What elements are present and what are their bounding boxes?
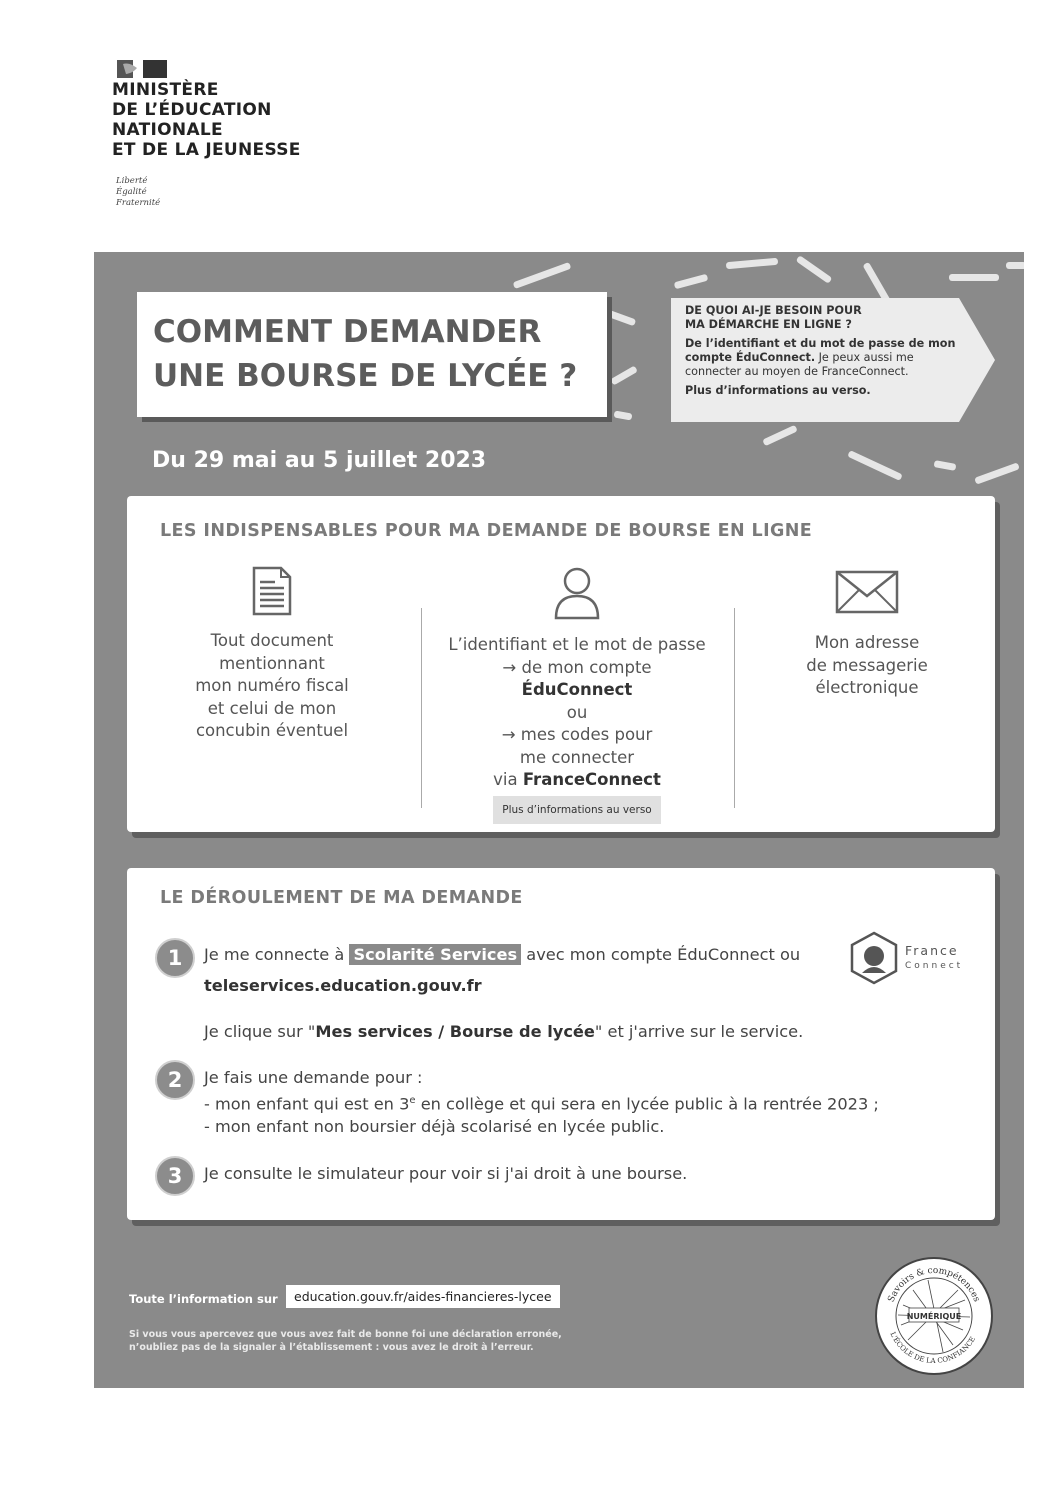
info-answer-bold: De l’identifiant et du mot de passe de mon xyxy=(685,337,956,350)
envelope-icon xyxy=(835,570,899,614)
franceconnect-line: Connect xyxy=(905,961,964,971)
seal-bottom-text: L'ÉCOLE DE LA CONFIANCE xyxy=(888,1330,978,1366)
motto-line: Fraternité xyxy=(116,198,161,208)
info-question-line: DE QUOI AI-JE BESOIN POUR xyxy=(685,304,862,317)
arrow-icon: → xyxy=(502,657,517,677)
essentials-text: Mon adresse xyxy=(814,633,920,652)
essentials-text: me connecter xyxy=(519,747,635,767)
seal-top-text: Savoirs & compétences xyxy=(886,1265,982,1304)
campaign-dates: Du 29 mai au 5 juillet 2023 xyxy=(152,448,487,473)
essentials-email xyxy=(747,566,987,700)
step-text-bold: Mes services / Bourse de lycée xyxy=(315,1022,595,1041)
ecole-confiance-seal xyxy=(873,1255,995,1377)
column-divider xyxy=(734,608,735,808)
step-2-text xyxy=(204,1066,879,1138)
title-line: UNE BOURSE DE LYCÉE ? xyxy=(153,358,578,394)
teleservices-url: teleservices.education.gouv.fr xyxy=(204,976,482,995)
title-card xyxy=(137,292,607,417)
essentials-text: de messagerie xyxy=(806,655,928,675)
step-1-url xyxy=(204,974,482,997)
info-more-text: Plus d’informations au verso. xyxy=(685,384,871,397)
info-question-line: MA DÉMARCHE EN LIGNE ? xyxy=(685,318,852,331)
republic-logo-icon xyxy=(117,60,167,78)
disclaimer xyxy=(129,1328,562,1354)
process-title: LE DÉROULEMENT DE MA DEMANDE xyxy=(160,888,523,908)
info-answer xyxy=(685,337,975,379)
essentials-credentials xyxy=(417,566,737,824)
essentials-text: électronique xyxy=(815,678,919,697)
disclaimer-line: n’oubliez pas de la signaler à l’établissement : vous avez le droit à l’erreur. xyxy=(129,1342,534,1353)
ministry-line: NATIONALE xyxy=(112,120,223,140)
document-icon xyxy=(251,566,293,616)
step-text: en collège et qui sera en lycée public à la rentrée 2023 ; xyxy=(415,1094,879,1114)
essentials-text: Tout document xyxy=(210,631,334,650)
disclaimer-line: Si vous vous apercevez que vous avez fait de bonne foi une déclaration erronée, xyxy=(129,1329,562,1340)
franceconnect-text xyxy=(905,944,963,973)
info-answer-bold: compte ÉduConnect. xyxy=(685,351,816,364)
info-arrow-box xyxy=(671,296,1001,424)
info-answer-line: connecter au moyen de FranceConnect. xyxy=(685,365,909,378)
franceconnect-icon xyxy=(849,931,899,985)
step-text: avec mon compte ÉduConnect ou xyxy=(521,945,801,964)
info-link[interactable]: education.gouv.fr/aides-financieres-lycee xyxy=(286,1285,560,1308)
scolarite-services-badge: Scolarité Services xyxy=(349,944,521,965)
step-number-3: 3 xyxy=(155,1156,195,1196)
essentials-title: LES INDISPENSABLES POUR MA DEMANDE DE BOURSE EN LIGNE xyxy=(160,521,813,541)
essentials-text-line xyxy=(417,657,737,680)
ministry-motto xyxy=(116,176,160,209)
essentials-text: de mon compte xyxy=(521,657,652,677)
franceconnect-line: France xyxy=(905,943,959,958)
essentials-text: via xyxy=(493,770,523,789)
essentials-text: concubin éventuel xyxy=(195,721,349,740)
essentials-text: mon numéro fiscal xyxy=(195,676,349,695)
info-arrow-text xyxy=(685,304,975,398)
essentials-card xyxy=(127,496,995,832)
info-more xyxy=(685,384,975,398)
step-3-text: Je consulte le simulateur pour voir si j'ai droit à une bourse. xyxy=(204,1164,688,1183)
user-icon xyxy=(553,566,601,620)
essentials-text: L’identifiant et le mot de passe xyxy=(448,635,706,654)
motto-line: Liberté xyxy=(116,176,148,186)
essentials-document xyxy=(147,566,397,743)
arrow-icon: → xyxy=(501,725,516,744)
motto-line: Égalité xyxy=(116,187,147,197)
ministry-line: ET DE LA JEUNESSE xyxy=(112,140,301,160)
step-text: Je clique sur " xyxy=(204,1022,316,1041)
step-text: - mon enfant non boursier déjà scolarisé en lycée public. xyxy=(204,1117,665,1137)
essentials-text-line xyxy=(417,769,737,792)
ministry-line: MINISTÈRE xyxy=(112,80,219,100)
essentials-text: et celui de mon xyxy=(207,698,337,718)
ministry-name xyxy=(112,80,301,160)
step-text-line xyxy=(204,1089,879,1115)
step-number-1: 1 xyxy=(155,938,195,978)
more-info-tag: Plus d’informations au verso xyxy=(493,796,660,825)
step-number-2: 2 xyxy=(155,1060,195,1100)
essentials-text: ou xyxy=(566,702,588,722)
ministry-line: DE L’ÉDUCATION xyxy=(112,100,272,120)
page-title xyxy=(153,310,577,398)
step-text: " et j'arrive sur le service. xyxy=(594,1022,804,1041)
step-text: - mon enfant qui est en 3 xyxy=(204,1094,410,1114)
step-text: Je me connecte à xyxy=(204,945,350,964)
essentials-text-line xyxy=(417,724,737,747)
essentials-text: mes codes pour xyxy=(520,725,653,744)
flyer-panel xyxy=(94,252,1024,1388)
educonnect-label: ÉduConnect xyxy=(521,680,633,699)
info-label: Toute l’information sur xyxy=(129,1292,278,1306)
superscript: e xyxy=(409,1095,416,1106)
title-line: COMMENT DEMANDER xyxy=(153,314,542,350)
process-card xyxy=(127,868,995,1220)
step-1-text xyxy=(204,943,800,966)
info-question xyxy=(685,304,975,332)
step-text: Je fais une demande pour : xyxy=(204,1068,423,1087)
info-answer-rest: Je peux aussi me xyxy=(815,351,914,364)
franceconnect-logo xyxy=(849,931,969,981)
franceconnect-label: FranceConnect xyxy=(522,770,661,789)
step-1-instructions xyxy=(204,1020,803,1043)
essentials-text: mentionnant xyxy=(219,653,325,673)
seal-middle-text: NUMÉRIQUE xyxy=(906,1312,962,1321)
